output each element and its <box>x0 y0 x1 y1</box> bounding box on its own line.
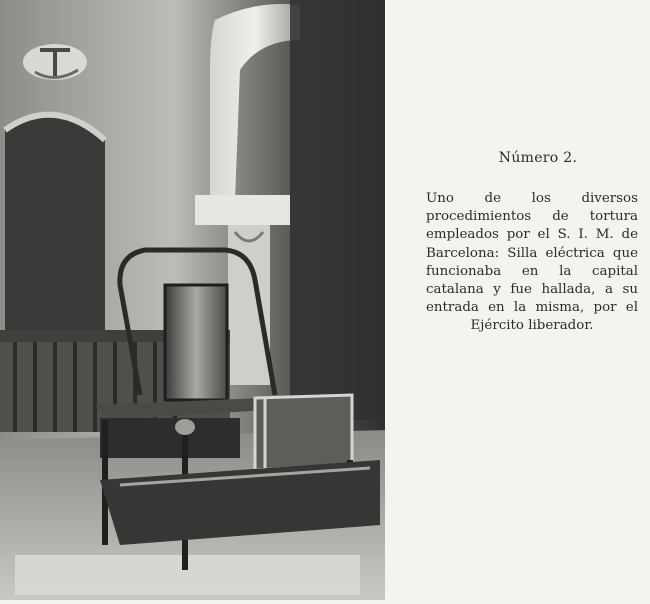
electrode <box>175 419 195 435</box>
photo-caption <box>418 150 638 336</box>
chair-backrest <box>165 285 227 400</box>
left-arch-doorway <box>5 115 105 345</box>
caption-text: Uno de los diversos procedimientos de tortura empleados por el S. I. M. de Barcelona: Silla eléctrica que funcionaba en la capital catalana y fue hallada, a su entrada en la misma, por el Ejército liberador. <box>426 191 638 334</box>
stone-column <box>228 225 270 385</box>
chair-side-box <box>255 395 352 470</box>
dark-background-right <box>290 0 385 420</box>
chair-base-front <box>100 418 240 458</box>
column-capital <box>195 195 290 225</box>
caption-number: Número 2. <box>498 150 578 166</box>
wall-emblem <box>23 44 87 80</box>
